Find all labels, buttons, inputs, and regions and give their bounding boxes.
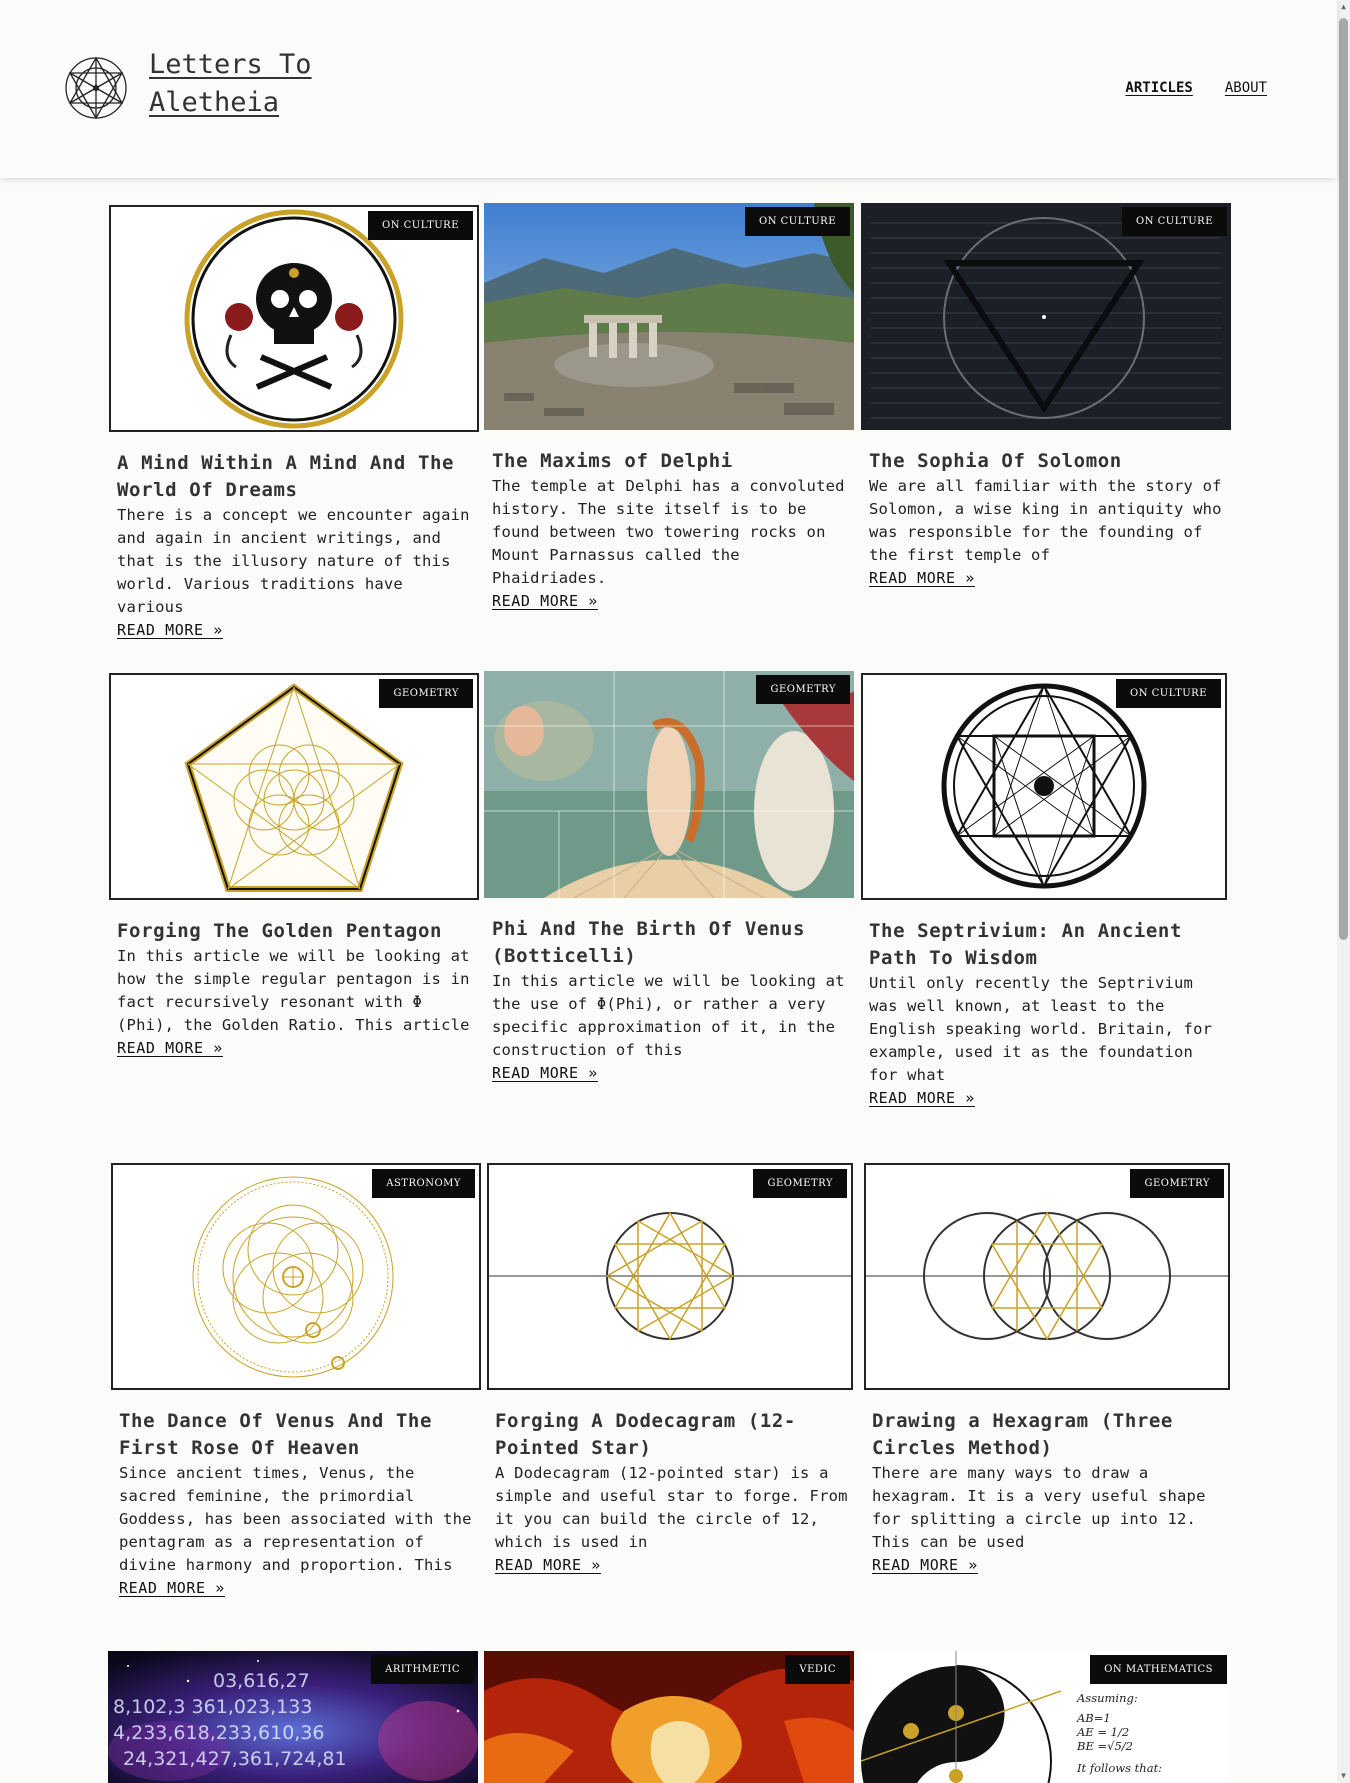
article-excerpt: We are all familiar with the story of Solomon, a wise king in antiquity who was responsible for the founding of the first temple of bbox=[869, 477, 1222, 564]
article-thumbnail[interactable] bbox=[861, 203, 1231, 430]
venus-orbit-rose-icon bbox=[113, 1165, 479, 1388]
read-more-link[interactable]: READ MORE » bbox=[492, 592, 598, 610]
number-line: 03,616,27 bbox=[213, 1670, 310, 1692]
article-card bbox=[864, 1163, 1234, 1577]
golden-pentagon-icon bbox=[111, 675, 477, 898]
read-more-link[interactable]: READ MORE » bbox=[117, 1039, 223, 1057]
scroll-down-arrow-icon[interactable]: ▼ bbox=[1341, 1771, 1346, 1780]
category-badge[interactable]: ON CULTURE bbox=[745, 207, 850, 236]
article-title[interactable]: The Maxims of Delphi bbox=[492, 450, 733, 472]
article-thumbnail[interactable] bbox=[484, 203, 854, 430]
read-more-link[interactable]: READ MORE » bbox=[119, 1579, 225, 1597]
article-card bbox=[108, 1651, 478, 1783]
page-scrollbar[interactable] bbox=[1337, 0, 1350, 1783]
skull-roses-emblem-icon bbox=[111, 207, 477, 430]
number-line: 8,102,3 361,023,133 bbox=[113, 1696, 313, 1718]
article-card bbox=[861, 673, 1231, 1110]
math-note: Assuming: bbox=[1077, 1691, 1138, 1705]
article-thumbnail[interactable] bbox=[864, 1163, 1230, 1390]
number-line: 24,321,427,361,724,81 bbox=[123, 1748, 347, 1770]
math-note: AE = 1/2 bbox=[1077, 1725, 1130, 1739]
scroll-up-arrow-icon[interactable]: ▲ bbox=[1341, 2, 1346, 11]
category-badge[interactable]: GEOMETRY bbox=[753, 1169, 847, 1198]
article-card bbox=[861, 203, 1231, 590]
article-thumbnail[interactable] bbox=[861, 673, 1227, 900]
article-excerpt: In this article we will be looking at how the simple regular pentagon is in fact recursively resonant with Φ (Phi), the Golden Ratio. This article bbox=[117, 947, 470, 1034]
article-excerpt: There is a concept we encounter again and again in ancient writings, and that is the illusory nature of this world. Various traditions have various bbox=[117, 506, 470, 616]
article-title[interactable]: The Sophia Of Solomon bbox=[869, 450, 1122, 472]
article-excerpt: There are many ways to draw a hexagram. It is a very useful shape for splitting a circle up into 12. This can be used bbox=[872, 1464, 1206, 1551]
article-card bbox=[484, 203, 854, 613]
nav-about-link[interactable]: ABOUT bbox=[1224, 80, 1267, 96]
birth-of-venus-painting-icon bbox=[484, 671, 854, 898]
category-badge[interactable]: ARITHMETIC bbox=[371, 1655, 474, 1684]
article-thumbnail[interactable] bbox=[108, 1651, 478, 1783]
read-more-link[interactable]: READ MORE » bbox=[872, 1556, 978, 1574]
article-title[interactable]: The Septrivium: An Ancient Path To Wisdom bbox=[869, 920, 1183, 969]
article-card bbox=[109, 673, 479, 1060]
article-thumbnail[interactable] bbox=[109, 673, 479, 900]
article-card bbox=[484, 1651, 854, 1783]
article-title[interactable]: A Mind Within A Mind And The World Of Dreams bbox=[117, 452, 455, 501]
article-card bbox=[109, 205, 479, 642]
math-note: It follows that: bbox=[1077, 1761, 1163, 1775]
category-badge[interactable]: ON CULTURE bbox=[1116, 679, 1221, 708]
article-card bbox=[111, 1163, 481, 1600]
read-more-link[interactable]: READ MORE » bbox=[492, 1064, 598, 1082]
scroll-thumb[interactable] bbox=[1339, 18, 1348, 940]
article-excerpt: Since ancient times, Venus, the sacred feminine, the primordial Goddess, has been associated with the pentagram as a representation of divine harmony and proportion. This bbox=[119, 1464, 472, 1574]
metatron-logo-icon[interactable] bbox=[64, 56, 128, 120]
article-thumbnail[interactable] bbox=[484, 1651, 854, 1783]
category-badge[interactable]: VEDIC bbox=[785, 1655, 850, 1684]
article-thumbnail[interactable] bbox=[109, 205, 479, 432]
category-badge[interactable]: GEOMETRY bbox=[1130, 1169, 1224, 1198]
article-title[interactable]: Drawing a Hexagram (Three Circles Method) bbox=[872, 1410, 1173, 1459]
article-title[interactable]: Forging The Golden Pentagon bbox=[117, 920, 443, 942]
read-more-link[interactable]: READ MORE » bbox=[117, 621, 223, 639]
site-header bbox=[0, 0, 1337, 178]
nav-articles-link[interactable]: ARTICLES bbox=[1125, 80, 1193, 96]
article-thumbnail[interactable] bbox=[487, 1163, 853, 1390]
article-thumbnail[interactable] bbox=[484, 671, 854, 898]
delphi-tholos-photo-icon bbox=[484, 203, 854, 430]
category-badge[interactable]: ON MATHEMATICS bbox=[1090, 1655, 1227, 1684]
category-badge[interactable]: GEOMETRY bbox=[756, 675, 850, 704]
article-excerpt: In this article we will be looking at the use of Φ(Phi), or rather a very specific approximation of it, in the construction of this bbox=[492, 972, 845, 1059]
site-title[interactable]: Letters To Aletheia bbox=[149, 49, 312, 118]
number-line: 4,233,618,233,610,36 bbox=[113, 1722, 325, 1744]
septrivium-star-icon bbox=[863, 675, 1225, 898]
dodecagram-circle-icon bbox=[489, 1165, 851, 1388]
read-more-link[interactable]: READ MORE » bbox=[869, 569, 975, 587]
article-title[interactable]: Forging A Dodecagram (12-Pointed Star) bbox=[495, 1410, 796, 1459]
inverted-triangle-circle-icon bbox=[861, 203, 1231, 430]
category-badge[interactable]: ASTRONOMY bbox=[372, 1169, 475, 1198]
category-badge[interactable]: ON CULTURE bbox=[368, 211, 473, 240]
three-circles-hexagram-icon bbox=[866, 1165, 1228, 1388]
read-more-link[interactable]: READ MORE » bbox=[495, 1556, 601, 1574]
math-note: BE =√5/2 bbox=[1077, 1739, 1133, 1753]
article-excerpt: Until only recently the Septrivium was well known, at least to the English speaking world. Britain, for example, used it as the foundation for what bbox=[869, 974, 1213, 1084]
category-badge[interactable]: GEOMETRY bbox=[379, 679, 473, 708]
article-thumbnail[interactable] bbox=[861, 1651, 1231, 1783]
article-title[interactable]: The Dance Of Venus And The First Rose Of Heaven bbox=[119, 1410, 433, 1459]
article-card bbox=[487, 1163, 857, 1577]
read-more-link[interactable]: READ MORE » bbox=[869, 1089, 975, 1107]
article-excerpt: The temple at Delphi has a convoluted history. The site itself is to be found between two towering rocks on Mount Parnassus called the Phaidriades. bbox=[492, 477, 845, 587]
math-note: AB=1 bbox=[1077, 1711, 1111, 1725]
article-thumbnail[interactable] bbox=[111, 1163, 481, 1390]
main-nav bbox=[1125, 80, 1267, 96]
article-card bbox=[484, 671, 854, 1085]
article-card bbox=[861, 1651, 1231, 1783]
category-badge[interactable]: ON CULTURE bbox=[1122, 207, 1227, 236]
article-excerpt: A Dodecagram (12-pointed star) is a simple and useful star to forge. From it you can build the circle of 12, which is used in bbox=[495, 1464, 848, 1551]
article-title[interactable]: Phi And The Birth Of Venus (Botticelli) bbox=[492, 918, 806, 967]
